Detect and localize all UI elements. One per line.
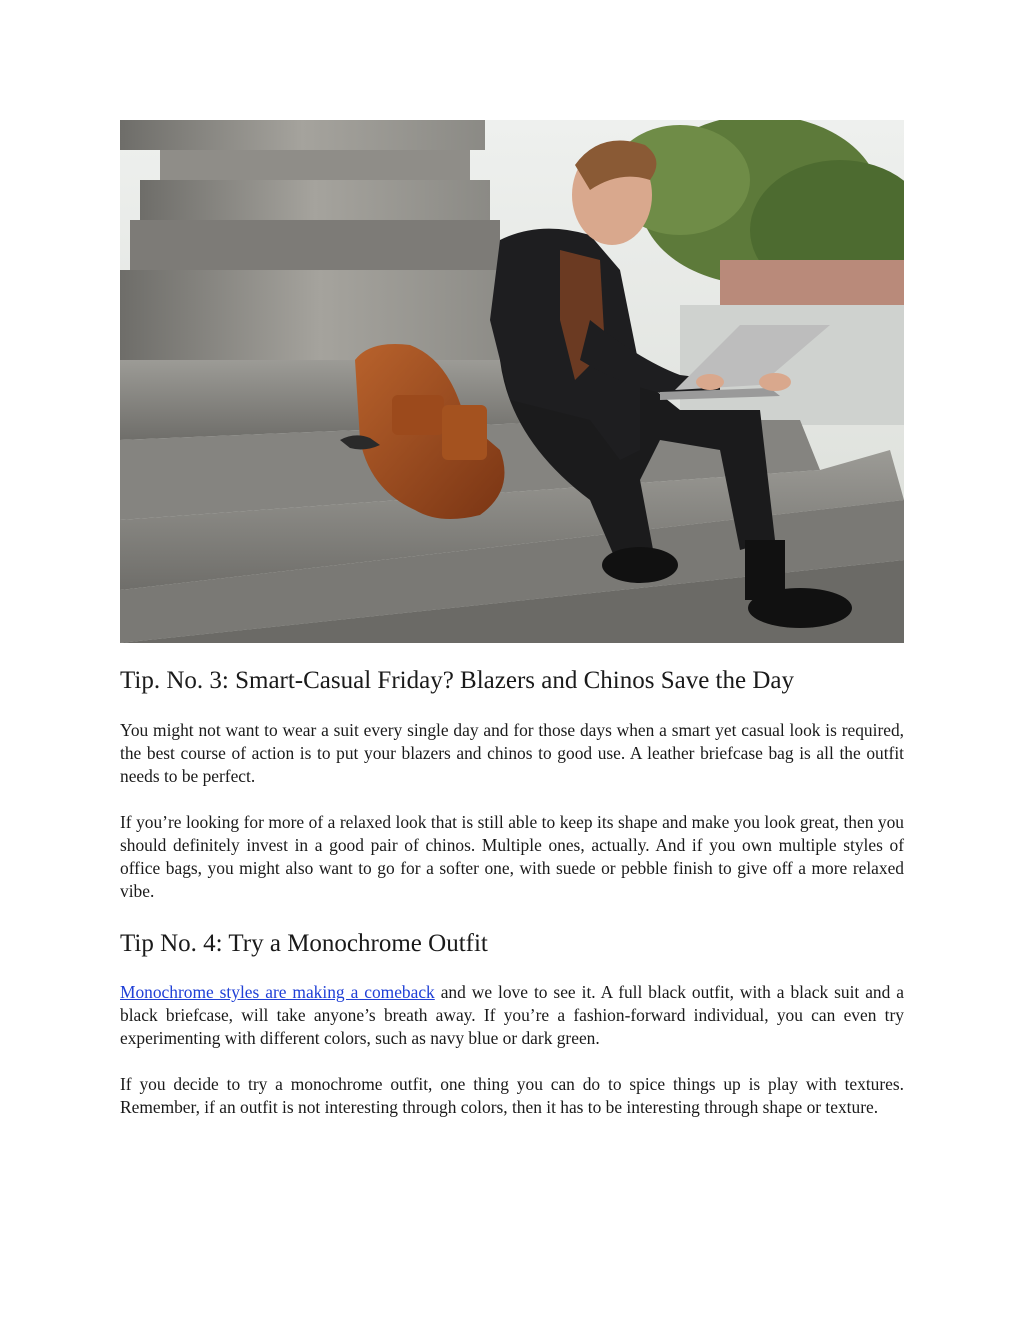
heading-tip-3: Tip. No. 3: Smart-Casual Friday? Blazers and Chinos Save the Day [120, 667, 794, 694]
photo-man-laptop-on-steps-icon [120, 120, 904, 643]
article-photo [120, 120, 904, 643]
article-body [120, 664, 904, 1142]
paragraph: If you decide to try a monochrome outfit, one thing you can do to spice things up is play with textures. Remember, if an outfit is not interesting through colors, then it has to be interesting through shape or texture. [120, 1074, 904, 1117]
paragraph-text: and we love to see it. A full black outfit, with a black suit and a black briefcase, will take anyone’s breath away. If you’re a fashion-forward individual, you can even try experimenting with different colors, such as navy blue or dark green. [120, 982, 905, 1048]
paragraph-with-link [120, 981, 904, 1050]
paragraph: You might not want to wear a suit every single day and for those days when a smart yet casual look is required, the best course of action is to put your blazers and chinos to good use. A leather briefcase bag is all the outfit needs to be perfect. [120, 720, 904, 786]
monochrome-link[interactable]: Monochrome styles are making a comeback [120, 982, 435, 1002]
paragraph: If you’re looking for more of a relaxed look that is still able to keep its shape and make you look great, then you should definitely invest in a good pair of chinos. Multiple ones, actually. And if you own multiple styles of office bags, you might also want to go for a softer one, with suede or pebble finish to give off a more relaxed vibe. [120, 812, 904, 901]
heading-tip-4: Tip No. 4: Try a Monochrome Outfit [120, 930, 488, 957]
